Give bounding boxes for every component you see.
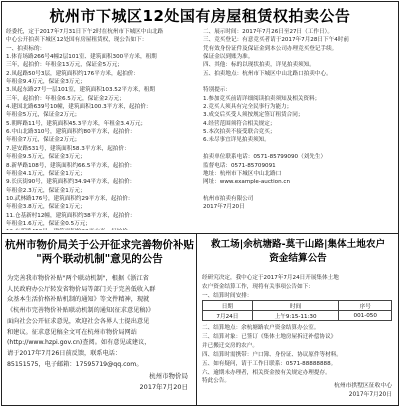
settlement-schedule-table xyxy=(202,300,392,321)
text-line: 6.未尽事宜详见拍卖须知。 xyxy=(203,137,270,144)
text-line: 和建议。征求意见稿全文可在杭州市物价局网站 xyxy=(7,328,137,336)
price-subsidy-notice-body xyxy=(7,274,193,370)
text-line: 《杭州市完善物价补贴联动机制的通知(征求意见稿)》 xyxy=(7,307,155,315)
auction-notice xyxy=(2,2,398,234)
settlement-notice-title xyxy=(200,238,396,266)
text-line: 特此公告。 xyxy=(202,378,230,385)
text-line: 年租金9.4万元，保证金3万元； xyxy=(6,79,86,86)
text-line: 面向社会公开征求意见，欢迎社会各界人士提出意见 xyxy=(7,317,150,325)
text-line: 5.朝晖路11号，建筑面积45.3平方米，年租金3.4万元； xyxy=(6,120,147,127)
text-line: 8.新华路108号，建筑面积约66.5平方米，起拍价： xyxy=(6,162,136,169)
text-line: 2017年7月20日 xyxy=(203,204,245,211)
text-line: 地址：杭州市下城区中山北路口 xyxy=(203,170,282,177)
auction-notice-right-column xyxy=(203,28,394,230)
text-line: 3.成交后买受人须按规定签订租赁合同； xyxy=(203,112,304,119)
text-line: 1.参加竞买前请详细阅读拍卖须知及相关资料； xyxy=(203,95,321,102)
price-subsidy-notice-title xyxy=(2,238,197,266)
text-line: 二、结算地点：余杭塘路农户资金结算办公室。 xyxy=(202,325,320,331)
text-line: 10.武林路176号，建筑面积约29平方米，起拍价： xyxy=(6,195,134,202)
text-line: 9.长庆街90号，建筑面积约34.94平方米，起拍价： xyxy=(6,179,136,186)
price-subsidy-sign-date: 2017年7月20日 xyxy=(139,383,188,391)
text-line: 年租金9.5万元，保证金3万元； xyxy=(6,154,86,161)
price-subsidy-signature xyxy=(140,371,188,393)
auction-notice-title: 杭州市下城区12处国有房屋租赁权拍卖公告 xyxy=(49,7,351,25)
text-line: 四、其他：标的以现状拍卖，详见拍卖须知。 xyxy=(203,62,315,69)
text-line: 年租金3.8万元，保证金1万元； xyxy=(6,204,86,211)
auction-notice-left-column xyxy=(6,28,197,230)
text-line xyxy=(203,78,394,86)
text-line: 五、拍卖地点：杭州市下城区中山北路口拍卖中心。 xyxy=(203,70,332,77)
text-line: 中心公开拍卖下城区12处国有房屋租赁权，现公告如下： xyxy=(6,37,148,44)
price-subsidy-title-line-2: "两个联动机制"意见的公告 xyxy=(36,253,163,265)
table-header-cell: 时间 xyxy=(252,301,339,311)
text-line: 年租金1.6万元，保证金0.5万元； xyxy=(6,220,91,227)
settlement-notice-body xyxy=(202,274,394,302)
auction-notice-body xyxy=(6,28,394,230)
table-header-cell: 序号 xyxy=(339,301,392,311)
settlement-notice xyxy=(198,234,398,405)
text-line: 年租金4.1万元，保证金1万元； xyxy=(6,170,86,177)
text-line: 人民政府办公厅转发省物价局等部门关于完善低收入群 xyxy=(7,285,156,293)
text-line: 三年，起拍价：年租金13万元，保证金5万元； xyxy=(6,62,123,69)
text-line: 二、展示时间：2017年7月26日至27日（工作日）。 xyxy=(203,29,333,35)
text-line: 凭有效身份证件及保证金到本公司办理竞买登记手续。 xyxy=(203,45,338,52)
settlement-notice-body-continued xyxy=(202,324,394,386)
text-line: 六、逾期未办理者，相关资金按有关规定办理提存。 xyxy=(202,369,331,376)
settlement-title-line-1: 救工场|余杭塘路-莫干山路|集体土地农户 xyxy=(210,239,386,250)
text-line: 请于2017年7月26日前反馈，联系电话： xyxy=(7,349,122,357)
text-line: 经委托，定于2017年7月31日下午2时在杭州市下城区中山北路 xyxy=(6,29,164,35)
settlement-sign-date: 2017年7月20日 xyxy=(348,392,392,398)
text-line: 监督电话：0571-85709091 xyxy=(203,162,276,169)
table-cell: 7月24日 xyxy=(203,311,253,321)
settlement-title-line-2: 资金结算公告 xyxy=(269,253,327,264)
text-line: 农户资金结算工作，现将有关事项公告如下： xyxy=(202,284,314,291)
text-line: 特别提示： xyxy=(203,87,231,94)
text-line: 杭州市拍卖有限公司 xyxy=(203,195,254,202)
text-line xyxy=(203,187,394,195)
text-line: 11.仓基新村12幢，建筑面积约38平方米，起拍价： xyxy=(6,212,136,219)
table-cell: 上午9:15-11:30 xyxy=(252,311,339,321)
text-line: 网址：www.example-auction.cn xyxy=(203,179,291,186)
text-line: 并已搬迁交房的农户。 xyxy=(202,342,258,349)
text-line: 3.凤起东路27号一层101室，建筑面积103.52平方米，租期 xyxy=(6,87,155,94)
text-line: 年租金5万元，保证金2万元； xyxy=(6,112,81,119)
text-line: 四、结算时需携带：户口簿、身份证、协议原件等材料。 xyxy=(202,351,342,358)
text-line: 7.延安路531号，建筑面积58.3平方米，起拍价： xyxy=(6,145,130,152)
text-line: 经研究决定，我中心定于2017年7月24日开展集体土地 xyxy=(202,275,339,281)
table-header-cell: 日期 xyxy=(203,301,253,311)
price-subsidy-notice xyxy=(2,234,197,405)
text-line: 2.凤起路50号3层，建筑面积约176平方米，起拍价： xyxy=(6,70,139,77)
text-line: 2.竞买人须具有完全民事行为能力； xyxy=(203,104,293,111)
text-line: 拍卖单位联系电话：0571-85799090（刘先生） xyxy=(203,154,327,161)
settlement-sign-org: 杭州市拱墅区征收中心 xyxy=(334,383,392,389)
text-line: 三、结算对象：已签订《集体土地房屋拆迁补偿协议》 xyxy=(202,333,337,340)
text-line: 一、结算时间安排： xyxy=(202,293,253,300)
text-line: 三年，起拍价：年租金6.5万元，保证金2万元； xyxy=(6,95,125,102)
text-line: 6.中山北路310号，建筑面积约80平方米，起拍价： xyxy=(6,129,136,136)
text-line xyxy=(6,228,197,230)
text-line: 保证金以到账为准。 xyxy=(203,54,254,61)
text-line: (http://www.hzpi.gov.cn)查阅。如有意见或建议， xyxy=(7,339,151,347)
text-line: 五、如有疑问，请于工作日联系：0571-88888888。 xyxy=(202,360,337,367)
text-line: 三、竞买登记：有意竞买者请于2017年7月28日下午4时前 xyxy=(203,37,349,44)
text-line: 为完善我市物价补贴"两个联动机制"，根据《浙江省 xyxy=(7,275,149,282)
table-row xyxy=(203,311,392,321)
text-line: 众基本生活价格补贴机制的通知》等文件精神，现就 xyxy=(7,296,150,304)
text-line: 年租金7万元，保证金2万元； xyxy=(6,137,81,144)
price-subsidy-sign-org: 杭州市物价局 xyxy=(149,372,188,380)
settlement-signature xyxy=(334,382,392,400)
text-line: 5.本次拍卖不接受联合竞买； xyxy=(203,129,276,136)
table-header-row xyxy=(203,301,392,311)
text-line: 4.经营范围须符合相关规定； xyxy=(203,120,276,127)
text-line: 年租金2.3万元，保证金1万元； xyxy=(6,187,86,194)
text-line: 85151575，电子邮箱：17595719@qq.com。 xyxy=(7,360,143,368)
text-line: 一、拍卖标的： xyxy=(6,45,46,52)
text-line xyxy=(203,145,394,153)
text-line: 1.体育场路266号4幢2层101室、建筑面积300平方米，租期 xyxy=(6,54,157,61)
price-subsidy-title-line-1: 杭州市物价局关于公开征求完善物价补贴 xyxy=(5,239,194,251)
text-line: 4.建国北路639号10幢，建筑面积100.3平方米，起拍价： xyxy=(6,104,152,111)
table-cell: 001-050 xyxy=(339,311,392,321)
